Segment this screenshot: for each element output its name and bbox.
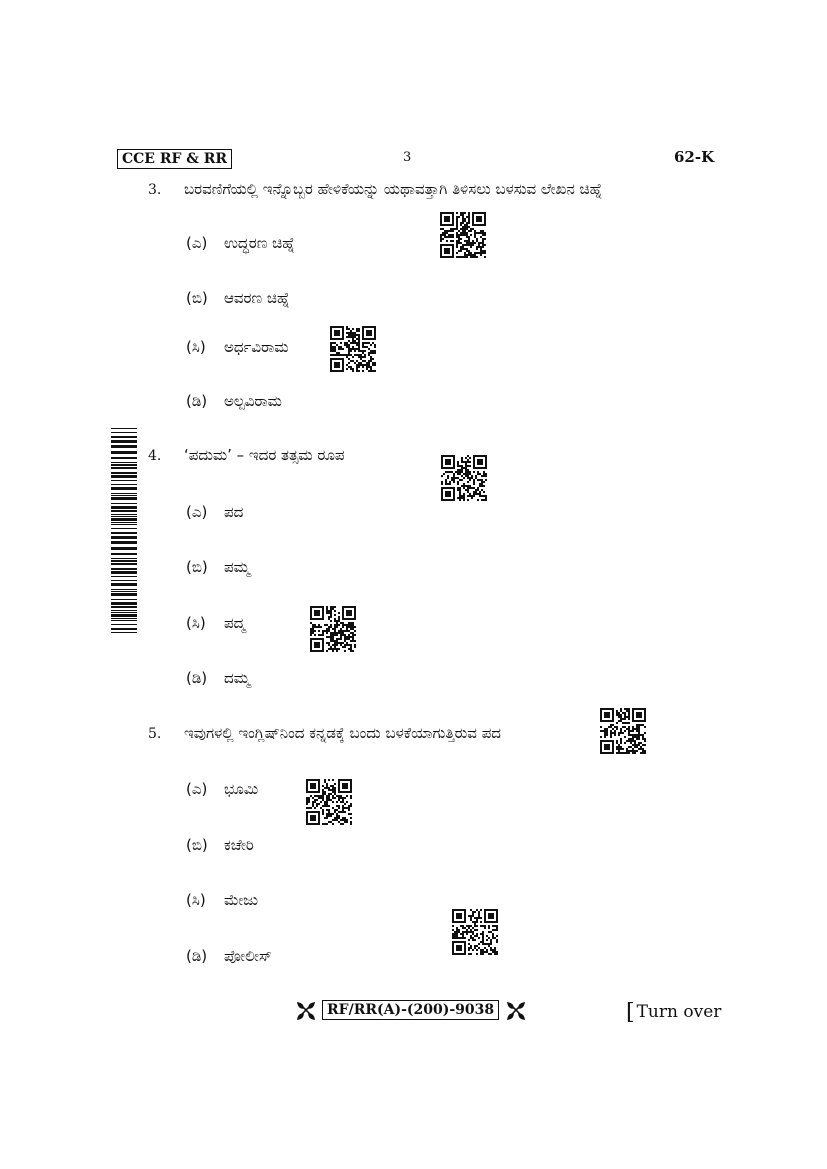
- question-text: ಬರವಣಿಗೆಯಲ್ಲಿ ಇನ್ನೊಬ್ಬರ ಹೇಳಿಕೆಯನ್ನು ಯಥಾವತ್ತಾಗಿ ತಿಳಿಸಲು ಬಳಸುವ ಲೇಖನ ಚಿಹ್ನೆ: [184, 180, 603, 198]
- qr-code-icon: [330, 326, 376, 372]
- option-label: (ಎ): [186, 234, 208, 252]
- option-text: ಉದ್ಧರಣ ಚಿಹ್ನೆ: [224, 234, 296, 252]
- question-text: ‘ಪದುಮ’ – ಇದರ ತತ್ಸಮ ರೂಪ: [184, 446, 345, 464]
- option-a: [186, 780, 258, 798]
- question-number: 5.: [148, 726, 162, 742]
- option-label: (ಬಿ): [186, 836, 208, 854]
- option-label: (ಬಿ): [186, 289, 208, 307]
- option-text: ಭೂಮಿ: [224, 780, 259, 798]
- paper-code: 62-K: [674, 148, 715, 166]
- option-b: [186, 558, 250, 576]
- qr-code-icon: [600, 708, 646, 754]
- option-label: (ಎ): [186, 780, 208, 798]
- question-number: 4.: [148, 448, 162, 464]
- option-b: [186, 836, 254, 854]
- option-text: ಪೋಲೀಸ್: [224, 947, 272, 965]
- option-text: ಅರ್ಧವಿರಾಮ: [224, 338, 289, 356]
- option-text: ಕಚೇರಿ: [224, 836, 254, 854]
- barcode-icon: [111, 428, 137, 633]
- option-label: (ಡಿ): [186, 947, 208, 965]
- option-label: (ಸಿ): [186, 614, 206, 632]
- option-text: ಅಲ್ಪವಿರಾಮ: [224, 392, 282, 410]
- option-label: (ಡಿ): [186, 392, 208, 410]
- option-label: (ಡಿ): [186, 669, 208, 687]
- option-text: ದಮ್ಮ: [224, 669, 250, 687]
- turn-over-note: [ Turn over: [626, 1000, 722, 1025]
- option-d: [186, 392, 282, 410]
- exam-code-box: CCE RF & RR: [117, 149, 232, 169]
- option-c: [186, 338, 289, 356]
- option-a: [186, 234, 295, 252]
- option-d: [186, 669, 250, 687]
- page-number: 3: [403, 150, 412, 165]
- option-label: (ಬಿ): [186, 558, 208, 576]
- option-text: ಮೇಜು: [224, 891, 259, 909]
- option-label: (ಸಿ): [186, 891, 206, 909]
- qr-code-icon: [440, 212, 486, 258]
- turn-over-text: Turn over: [636, 1002, 722, 1022]
- qr-code-icon: [441, 455, 487, 501]
- option-label: (ಸಿ): [186, 338, 206, 356]
- qr-code-icon: [306, 779, 352, 825]
- option-text: ಪಮ್ಮ: [224, 558, 250, 576]
- option-d: [186, 947, 272, 965]
- ornament-right-icon: [505, 1000, 527, 1022]
- option-a: [186, 503, 243, 521]
- question-text: ಇವುಗಳಲ್ಲಿ ಇಂಗ್ಲಿಷ್‌ನಿಂದ ಕನ್ನಡಕ್ಕೆ ಬಂದು ಬಳಕೆಯಾಗುತ್ತಿರುವ ಪದ: [184, 724, 502, 742]
- qr-code-icon: [452, 909, 498, 955]
- option-text: ಪದ್ಮ: [224, 614, 246, 632]
- option-c: [186, 614, 245, 632]
- ornament-left-icon: [295, 1000, 317, 1022]
- option-label: (ಎ): [186, 503, 208, 521]
- option-c: [186, 891, 258, 909]
- question-number: 3.: [148, 182, 162, 198]
- option-b: [186, 289, 290, 307]
- option-text: ಪದ: [224, 503, 244, 521]
- footer-code-box: RF/RR(A)-(200)-9038: [322, 1000, 499, 1020]
- qr-code-icon: [310, 606, 356, 652]
- option-text: ಆವರಣ ಚಿಹ್ನೆ: [224, 289, 290, 307]
